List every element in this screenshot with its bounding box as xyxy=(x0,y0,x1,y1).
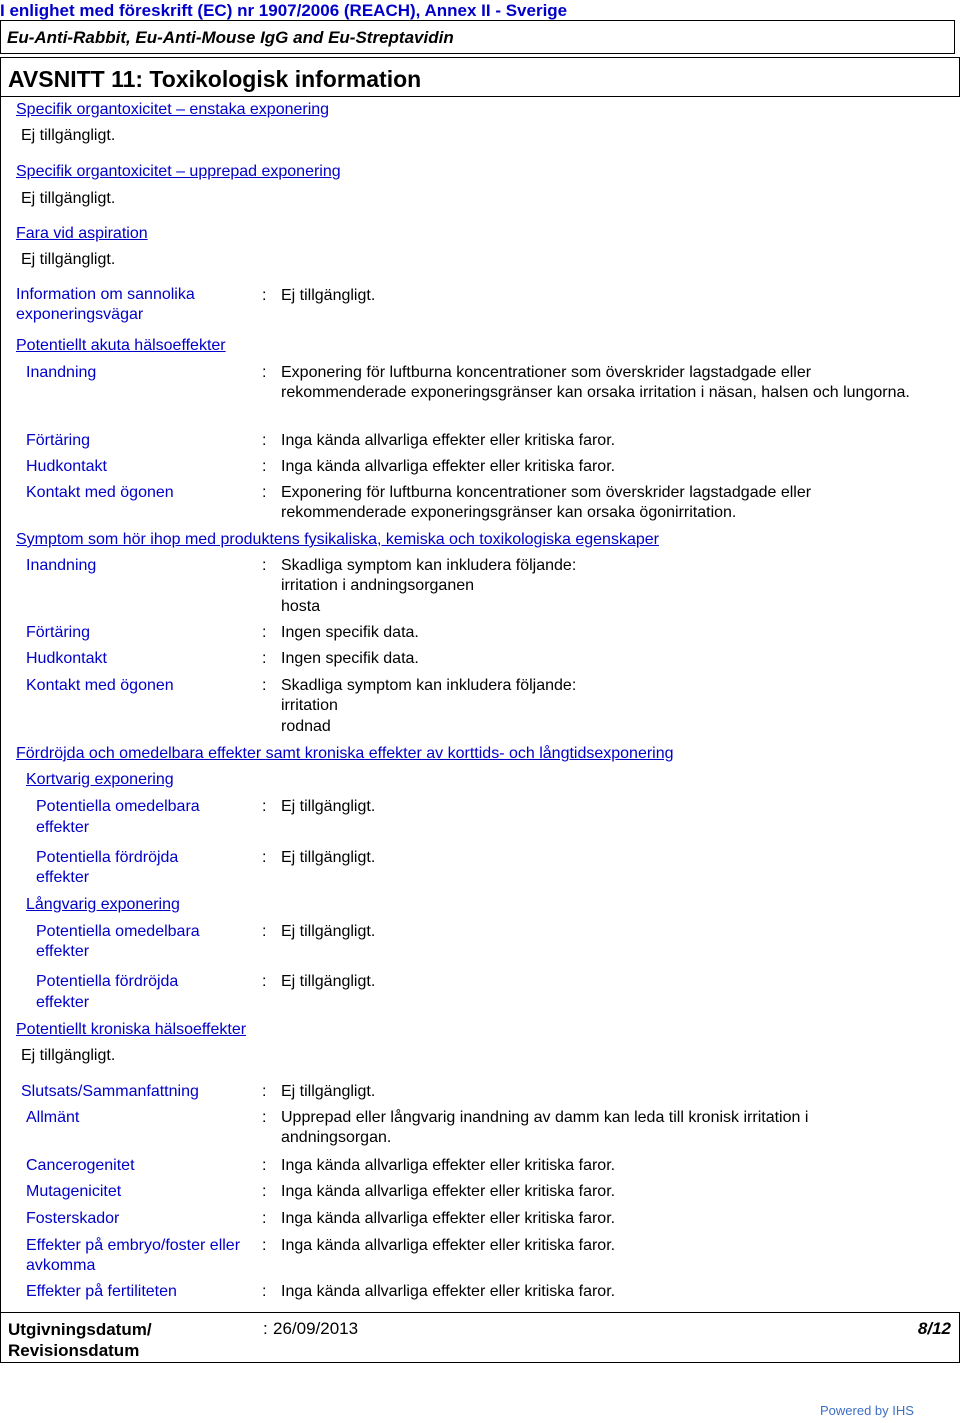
acute-eye-value: Exponering för luftburna koncentrationer som överskrider lagstadgade eller rekommenderade exponeringsgränser kan orsaka ögonirritation. xyxy=(281,484,812,521)
conclusion-label: Slutsats/Sammanfattning xyxy=(21,1083,199,1100)
general-label: Allmänt xyxy=(26,1109,80,1126)
colon: : xyxy=(262,1109,267,1126)
product-name: Eu-Anti-Rabbit, Eu-Anti-Mouse IgG and Eu-Streptavidin xyxy=(7,28,454,47)
colon: : xyxy=(262,484,267,501)
acute-skin-value: Inga kända allvarliga effekter eller kritiska faror. xyxy=(281,458,616,475)
short-immediate-label: Potentiella omedelbara xyxy=(36,798,200,815)
colon: : xyxy=(262,1210,267,1227)
acute-inhalation-value: Exponering för luftburna koncentrationer som överskrider lagstadgade eller rekommenderade exponeringsgränser kan orsaka irritation i näsan, halsen och lungorna. xyxy=(281,364,910,401)
section-header xyxy=(0,57,960,97)
colon: : xyxy=(262,287,267,304)
carcinogenicity-value: Inga kända allvarliga effekter eller kritiska faror. xyxy=(281,1157,616,1174)
chronic-effects-heading: Potentiellt kroniska hälsoeffekter xyxy=(16,1021,247,1038)
colon: : xyxy=(262,1283,267,1300)
acute-eye-label: Kontakt med ögonen xyxy=(26,484,174,501)
short-term-exposure-heading: Kortvarig exponering xyxy=(26,771,174,788)
colon: : xyxy=(262,364,267,381)
stot-repeated-value: Ej tillgängligt. xyxy=(21,190,116,207)
colon: : xyxy=(262,650,267,667)
long-delayed-value: Ej tillgängligt. xyxy=(281,973,376,990)
symptoms-ingestion-value: Ingen specifik data. xyxy=(281,624,419,641)
developmental-effects-value: Inga kända allvarliga effekter eller kritiska faror. xyxy=(281,1237,616,1254)
regulation-header: I enlighet med föreskrift (EC) nr 1907/2006 (REACH), Annex II - Sverige xyxy=(0,1,568,20)
short-immediate-value: Ej tillgängligt. xyxy=(281,798,376,815)
colon: : xyxy=(262,1237,267,1254)
colon: : xyxy=(262,923,267,940)
colon: : xyxy=(262,557,267,574)
acute-effects-heading: Potentiellt akuta hälsoeffekter xyxy=(16,337,226,354)
colon: : xyxy=(262,849,267,866)
symptoms-inhalation-label: Inandning xyxy=(26,557,97,574)
stot-repeated-heading: Specifik organtoxicitet – upprepad exponering xyxy=(16,163,341,180)
colon: : xyxy=(262,677,267,694)
teratogenicity-value: Inga kända allvarliga effekter eller kritiska faror. xyxy=(281,1210,616,1227)
long-delayed-label: Potentiella fördröjda xyxy=(36,973,179,990)
exposure-routes-value: Ej tillgängligt. xyxy=(281,287,376,304)
issue-date-label: Utgivningsdatum/ Revisionsdatum xyxy=(8,1320,152,1360)
powered-by-link[interactable]: Powered by IHS xyxy=(820,1403,914,1418)
conclusion-value: Ej tillgängligt. xyxy=(281,1083,376,1100)
long-immediate-value: Ej tillgängligt. xyxy=(281,923,376,940)
general-value: Upprepad eller långvarig inandning av damm kan leda till kronisk irritation i andningsorgan. xyxy=(281,1109,809,1146)
long-immediate-label: Potentiella omedelbara xyxy=(36,923,200,940)
acute-ingestion-value: Inga kända allvarliga effekter eller kritiska faror. xyxy=(281,432,616,449)
fertility-effects-value: Inga kända allvarliga effekter eller kritiska faror. xyxy=(281,1283,616,1300)
stot-single-value: Ej tillgängligt. xyxy=(21,127,116,144)
delayed-effects-heading: Fördröjda och omedelbara effekter samt kroniska effekter av korttids- och långtidsexponering xyxy=(16,745,674,762)
colon: : xyxy=(262,973,267,990)
long-delayed-label-2: effekter xyxy=(36,994,90,1011)
teratogenicity-label: Fosterskador xyxy=(26,1210,120,1227)
colon: : xyxy=(263,1319,268,1338)
symptoms-eye-line: rodnad xyxy=(281,718,331,735)
colon: : xyxy=(262,458,267,475)
symptoms-eye-line: irritation xyxy=(281,697,338,714)
acute-skin-label: Hudkontakt xyxy=(26,458,107,475)
colon: : xyxy=(262,624,267,641)
colon: : xyxy=(262,1083,267,1100)
short-delayed-label-2: effekter xyxy=(36,869,90,886)
product-name-box xyxy=(0,20,955,54)
aspiration-heading: Fara vid aspiration xyxy=(16,225,148,242)
footer xyxy=(0,1312,960,1363)
symptoms-inhalation-line: Skadliga symptom kan inkludera följande: xyxy=(281,557,577,574)
symptoms-skin-label: Hudkontakt xyxy=(26,650,107,667)
symptoms-eye-line: Skadliga symptom kan inkludera följande: xyxy=(281,677,577,694)
acute-inhalation-label: Inandning xyxy=(26,364,97,381)
symptoms-inhalation-line: irritation i andningsorganen xyxy=(281,577,475,594)
colon: : xyxy=(262,1157,267,1174)
stot-single-heading: Specifik organtoxicitet – enstaka exponering xyxy=(16,101,330,118)
symptoms-eye-label: Kontakt med ögonen xyxy=(26,677,174,694)
symptoms-inhalation-line: hosta xyxy=(281,598,321,615)
section-title: AVSNITT 11: Toxikologisk information xyxy=(8,66,422,92)
developmental-effects-label: Effekter på embryo/foster eller avkomma xyxy=(26,1237,241,1274)
colon: : xyxy=(262,798,267,815)
mutagenicity-label: Mutagenicitet xyxy=(26,1183,122,1200)
exposure-routes-label: Information om sannolika xyxy=(16,286,195,303)
short-delayed-value: Ej tillgängligt. xyxy=(281,849,376,866)
symptoms-skin-value: Ingen specifik data. xyxy=(281,650,419,667)
aspiration-value: Ej tillgängligt. xyxy=(21,251,116,268)
acute-ingestion-label: Förtäring xyxy=(26,432,91,449)
long-term-exposure-heading: Långvarig exponering xyxy=(26,896,180,913)
symptoms-heading: Symptom som hör ihop med produktens fysikaliska, kemiska och toxikologiska egenskaper xyxy=(16,531,659,548)
page-number: 8/12 xyxy=(917,1319,951,1338)
chronic-effects-value: Ej tillgängligt. xyxy=(21,1047,116,1064)
colon: : xyxy=(262,1183,267,1200)
exposure-routes-label-2: exponeringsvägar xyxy=(16,306,144,323)
short-immediate-label-2: effekter xyxy=(36,819,90,836)
colon: : xyxy=(262,432,267,449)
symptoms-ingestion-label: Förtäring xyxy=(26,624,91,641)
mutagenicity-value: Inga kända allvarliga effekter eller kritiska faror. xyxy=(281,1183,616,1200)
carcinogenicity-label: Cancerogenitet xyxy=(26,1157,135,1174)
issue-date-value: 26/09/2013 xyxy=(273,1319,359,1338)
short-delayed-label: Potentiella fördröjda xyxy=(36,849,179,866)
fertility-effects-label: Effekter på fertiliteten xyxy=(26,1283,177,1300)
left-border-rule xyxy=(0,97,1,1362)
long-immediate-label-2: effekter xyxy=(36,943,90,960)
